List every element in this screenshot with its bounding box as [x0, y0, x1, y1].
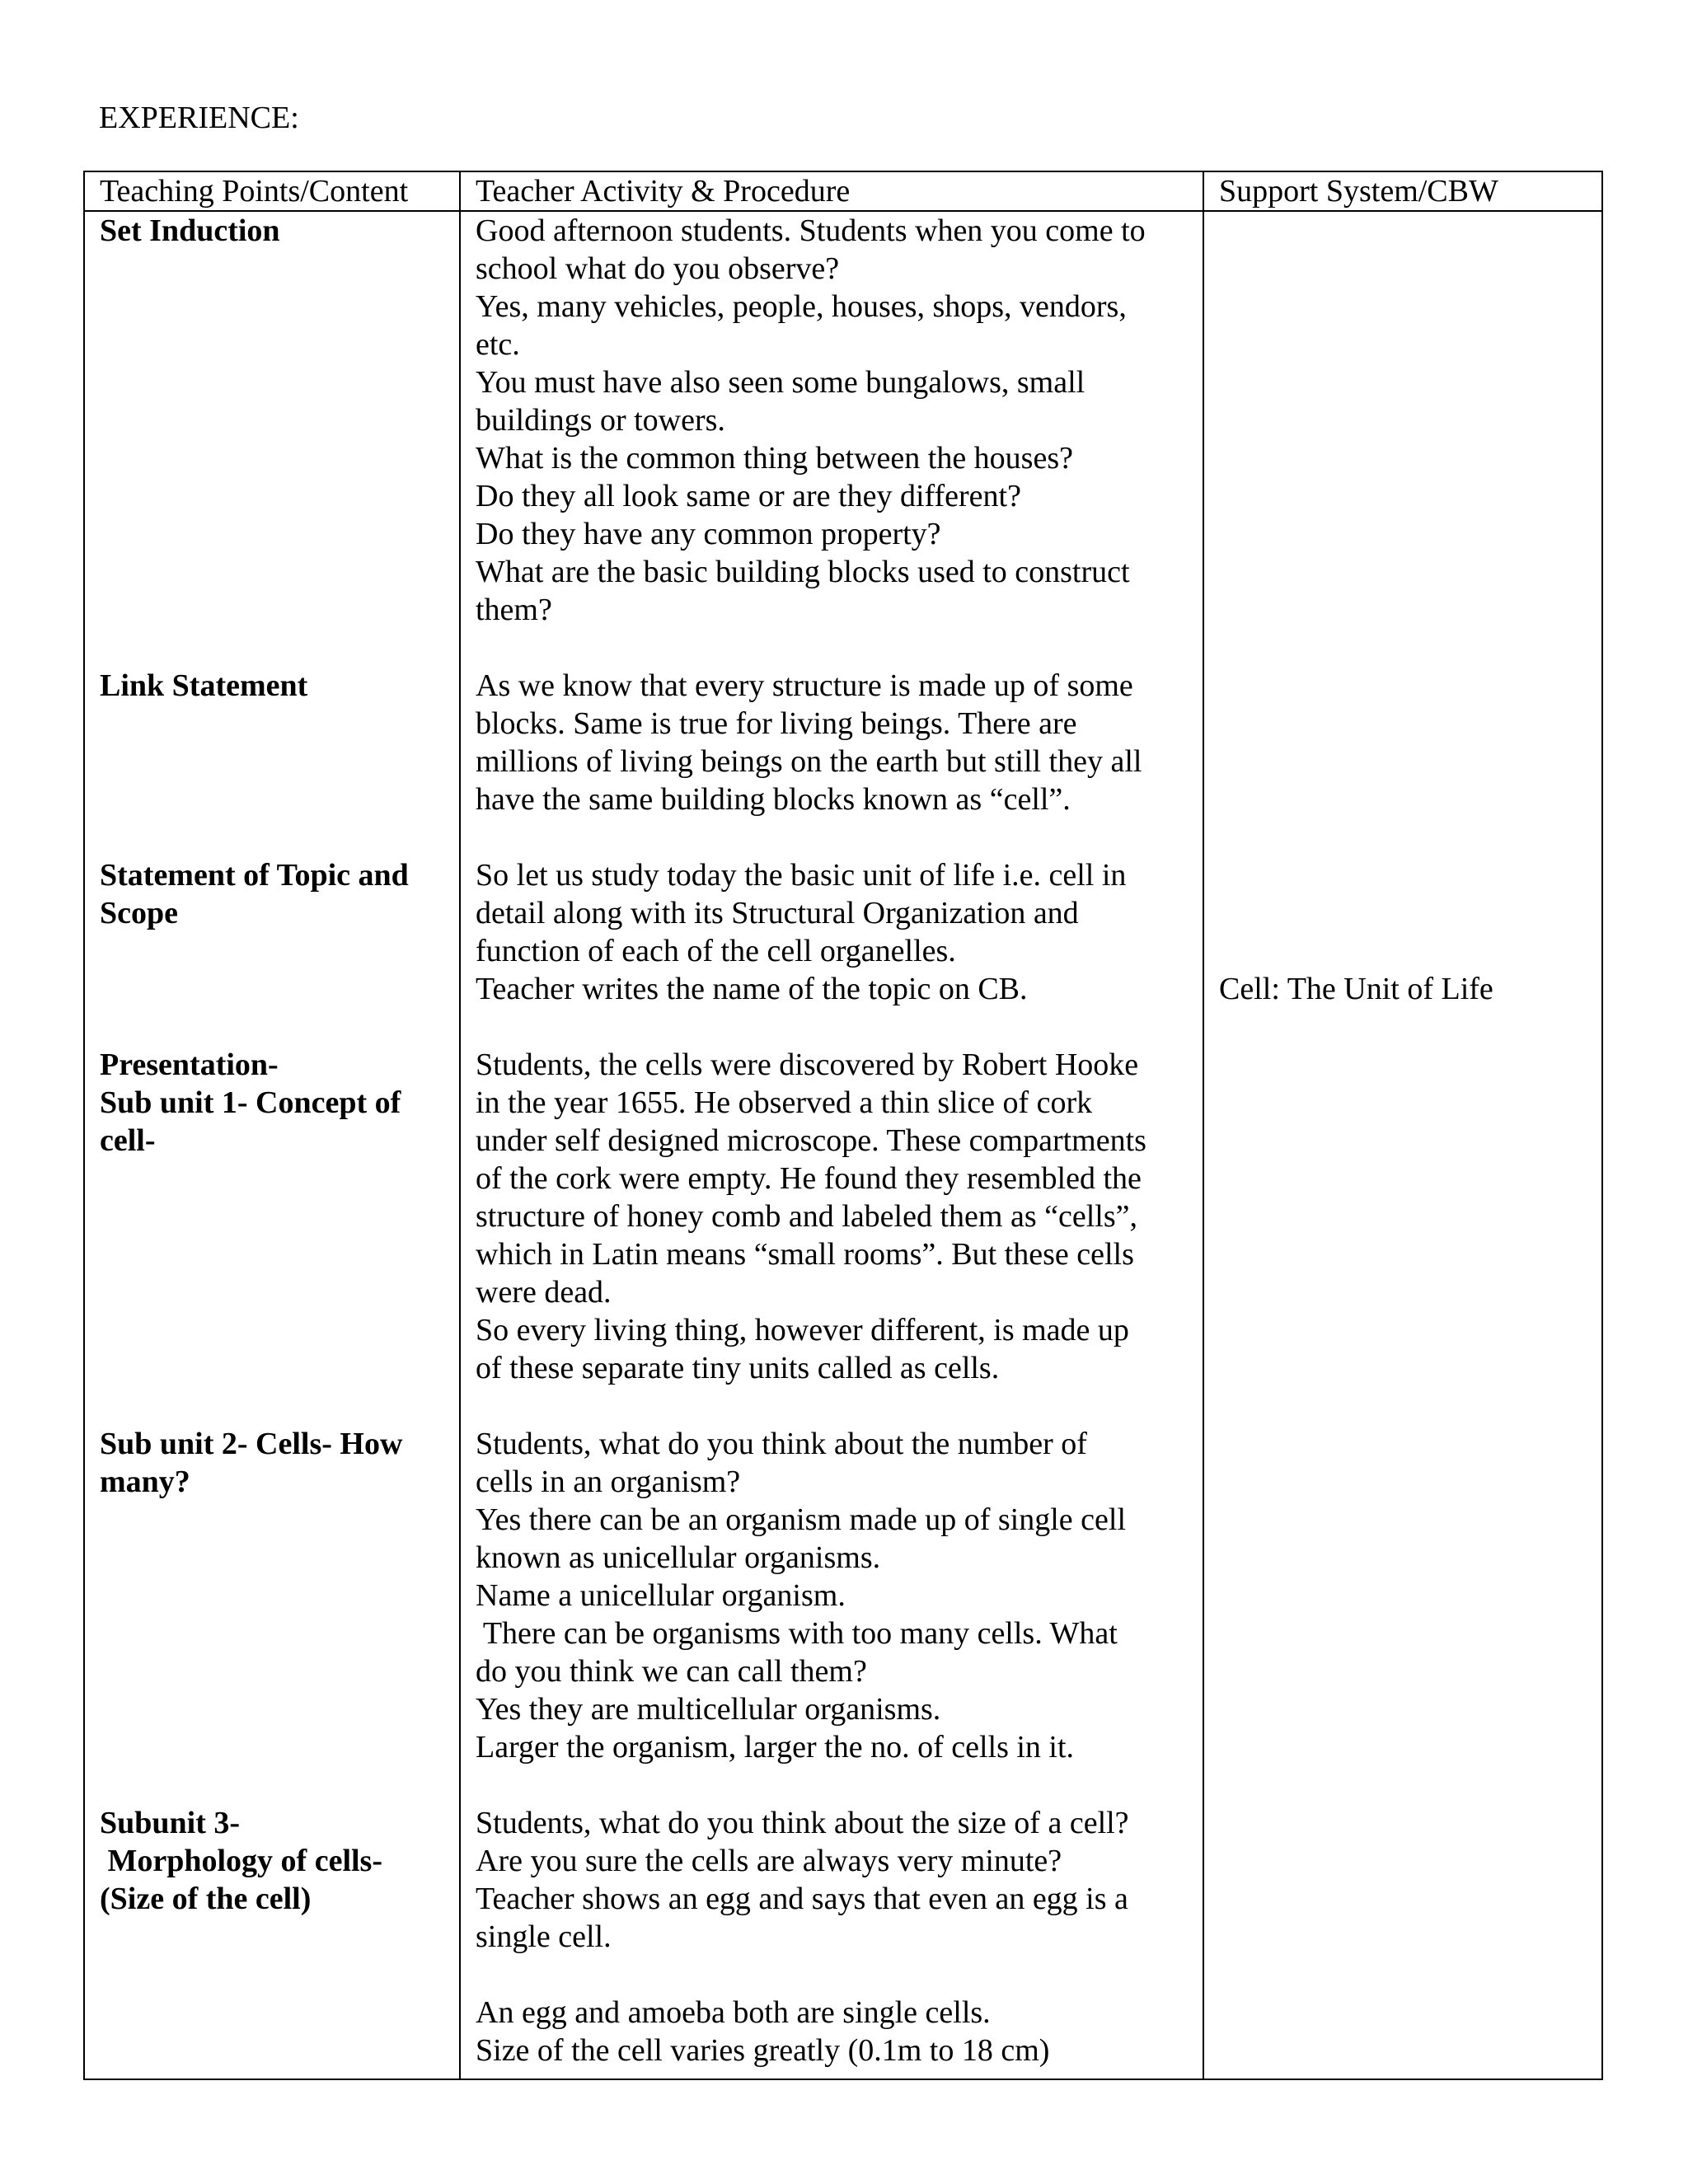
activity-line — [476, 1956, 1129, 1994]
activity-line: buildings or towers. — [476, 403, 725, 438]
activity-line: structure of honey comb and labeled them as “cells”, — [476, 1199, 1137, 1234]
activity-line: were dead. — [476, 1275, 612, 1310]
teaching-point-line: many? — [100, 1465, 190, 1499]
activity-line: Students, what do you think about the size of a cell? — [476, 1806, 1129, 1840]
activity-line: Size of the cell varies greatly (0.1m to 18 cm) — [476, 2033, 1050, 2068]
teaching-point-sub-unit-3 — [100, 1804, 382, 1918]
activity-line: Teacher writes the name of the topic on CB. — [476, 972, 1028, 1006]
activity-line: blocks. Same is true for living beings. There are — [476, 706, 1077, 741]
activity-line: millions of living beings on the earth but still they all — [476, 744, 1142, 779]
activity-set-induction — [476, 212, 1146, 629]
activity-line: of these separate tiny units called as cells. — [476, 1351, 1000, 1385]
activity-line: An egg and amoeba both are single cells. — [476, 1995, 991, 2030]
activity-line: which in Latin means “small rooms”. But these cells — [476, 1237, 1134, 1272]
teaching-point-set-induction — [100, 212, 280, 250]
activity-line: Yes they are multicellular organisms. — [476, 1692, 941, 1727]
activity-line: Yes there can be an organism made up of single cell — [476, 1502, 1127, 1537]
teaching-point-sub-unit-2 — [100, 1425, 402, 1501]
activity-sub-unit-2 — [476, 1425, 1126, 1766]
column-divider — [1203, 172, 1204, 2079]
activity-line: What are the basic building blocks used to construct — [476, 555, 1130, 589]
teaching-point-line: Sub unit 2- Cells- How — [100, 1427, 403, 1461]
activity-line: single cell. — [476, 1919, 612, 1954]
activity-line: them? — [476, 593, 552, 627]
lesson-plan-table — [83, 171, 1603, 2080]
header-teaching-points: Teaching Points/Content — [100, 174, 409, 209]
activity-line: Name a unicellular organism. — [476, 1578, 846, 1613]
activity-line: do you think we can call them? — [476, 1654, 867, 1689]
activity-line: Good afternoon students. Students when you come to — [476, 213, 1146, 248]
teaching-point-line: Link Statement — [100, 668, 308, 703]
teaching-point-line: Set Induction — [100, 213, 280, 248]
activity-line: in the year 1655. He observed a thin slice of cork — [476, 1085, 1093, 1120]
teaching-point-line: Presentation- — [100, 1047, 279, 1082]
teaching-point-line: Scope — [100, 896, 178, 930]
teaching-point-link-statement — [100, 667, 307, 705]
teaching-point-line: Subunit 3- — [100, 1806, 241, 1840]
activity-line: Students, the cells were discovered by Robert Hooke — [476, 1047, 1139, 1082]
header-teacher-activity: Teacher Activity & Procedure — [476, 174, 851, 209]
teaching-point-topic-scope — [100, 856, 409, 932]
teaching-point-line: Statement of Topic and — [100, 858, 409, 893]
activity-line: Yes, many vehicles, people, houses, shops, vendors, — [476, 289, 1127, 324]
activity-sub-unit-1 — [476, 1046, 1146, 1387]
activity-line: You must have also seen some bungalows, small — [476, 365, 1085, 400]
page-heading: EXPERIENCE: — [99, 101, 299, 135]
teaching-point-line: Sub unit 1- Concept of — [100, 1085, 401, 1120]
activity-line: So every living thing, however different, is made up — [476, 1313, 1129, 1347]
teaching-point-line: Morphology of cells- — [100, 1844, 383, 1878]
column-divider — [459, 172, 461, 2079]
teaching-point-line: (Size of the cell) — [100, 1882, 312, 1916]
activity-line: cells in an organism? — [476, 1465, 741, 1499]
activity-line: There can be organisms with too many cells. What — [476, 1616, 1118, 1651]
header-support-system: Support System/CBW — [1219, 174, 1498, 209]
activity-line: Students, what do you think about the number of — [476, 1427, 1087, 1461]
activity-sub-unit-3 — [476, 1804, 1129, 2069]
activity-line: Are you sure the cells are always very minute? — [476, 1844, 1062, 1878]
activity-line: Teacher shows an egg and says that even an egg is a — [476, 1882, 1128, 1916]
activity-line: etc. — [476, 327, 520, 362]
activity-link-statement — [476, 667, 1142, 818]
activity-line: of the cork were empty. He found they resembled the — [476, 1161, 1142, 1196]
activity-line: have the same building blocks known as “cell”. — [476, 782, 1071, 817]
activity-line: under self designed microscope. These compartments — [476, 1123, 1146, 1158]
activity-line: function of each of the cell organelles. — [476, 934, 956, 968]
activity-line: Do they all look same or are they different? — [476, 479, 1021, 513]
activity-topic-scope — [476, 856, 1126, 1008]
activity-line: detail along with its Structural Organization and — [476, 896, 1079, 930]
activity-line: Do they have any common property? — [476, 517, 941, 551]
teaching-point-line: cell- — [100, 1123, 156, 1158]
teaching-point-sub-unit-1 — [100, 1046, 401, 1160]
activity-line: known as unicellular organisms. — [476, 1540, 881, 1575]
activity-line: What is the common thing between the houses? — [476, 441, 1073, 476]
activity-line: school what do you observe? — [476, 251, 840, 286]
support-topic-name: Cell: The Unit of Life — [1219, 972, 1493, 1006]
activity-line: As we know that every structure is made up of some — [476, 668, 1133, 703]
activity-line: So let us study today the basic unit of life i.e. cell in — [476, 858, 1127, 893]
activity-line: Larger the organism, larger the no. of cells in it. — [476, 1730, 1075, 1765]
